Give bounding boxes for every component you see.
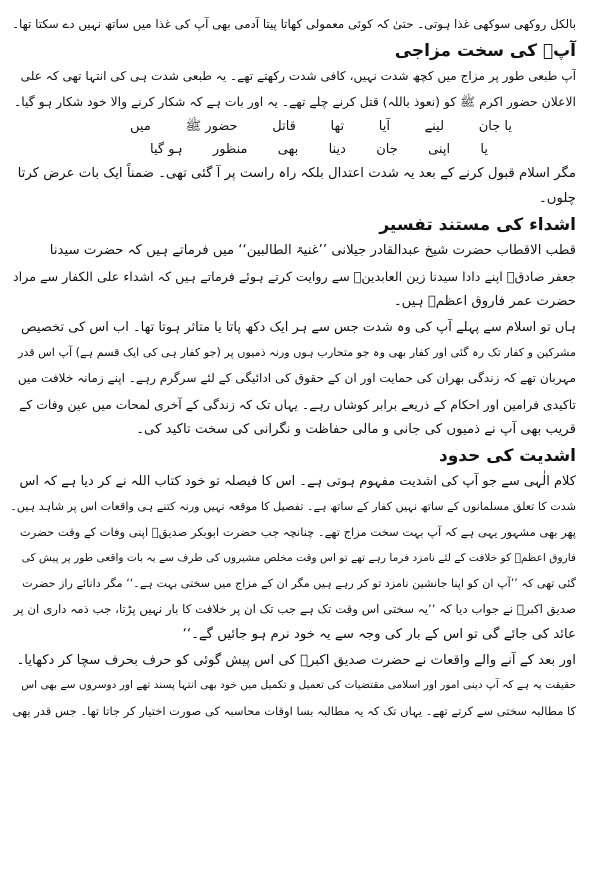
text-line: مہربان تھے کہ زندگی بھران کی حمایت اور ان کے حقوق کی ادائیگی کے لئے سرگرم رہے۔ اپنے زمانہ خلافت میں: [17, 370, 576, 385]
text-line: بالکل روکھی سوکھی غذا ہوتی۔ حتیٰ کہ کوئی معمولی کھاتا پیتا آدمی بھی آپ کی غذا میں ساتھ نہیں دے سکتا تھا۔: [12, 17, 576, 31]
paragraph: [10, 238, 576, 315]
verse-word: حضور ﷺ: [185, 118, 238, 134]
verse-word: یا: [480, 141, 488, 157]
verse-word: میں: [130, 118, 151, 134]
paragraph: [10, 64, 576, 115]
text-line: تاکیدی فرامین اور احکام کے ذریعے برابر کوشاں رہے۔ یہاں تک کہ زندگی کے آخری لمحات میں عین وفات کے: [19, 396, 576, 412]
verse-row: [10, 115, 576, 138]
verse-row: [10, 138, 576, 161]
verse-word: اپنی: [428, 141, 451, 157]
text-line: جعفر صادقؒ اپنے دادا سیدنا زین العابدینؒ سے روایت کرتے ہوئے فرماتے ہیں کہ اشداء علی الکفار سے مراد: [13, 268, 576, 284]
text-line: حضرت عمر فاروق اعظمؓ ہیں۔: [393, 294, 576, 310]
text-line: آپ طبعی طور پر مزاج میں کچھ شدت نہیں، کافی شدت رکھتے تھے۔ یہ طبعی شدت ہی کی انتہا تھی کہ علی: [20, 68, 576, 83]
verse-word: آیا: [378, 118, 390, 134]
paragraph: [10, 315, 576, 443]
text-line: قریب بھی آپ نے ذمیوں کی جانی و مالی حفاظت و نگرانی کی سخت تاکید کی۔: [136, 422, 576, 438]
paragraph: [10, 12, 576, 38]
text-line: قطب الاقطاب حضرت شیخ عبدالقادر جیلانی ’’غنیۃ الطالبین‘‘ میں فرماتے ہیں کہ حضرت سیدنا: [49, 242, 576, 258]
paragraph: [10, 469, 576, 648]
text-line: فاروق اعظمؓ کو خلافت کے لئے نامزد فرما رہے تھے تو اس وقت مخلص مشیروں کی طرف سے یہ بات واقعی طور پر پیش کی: [21, 551, 576, 564]
verse-word: دینا: [328, 141, 346, 157]
text-line: چلوں۔: [538, 191, 576, 207]
verse-word: تھا: [330, 118, 345, 134]
verse-word: یا جان: [478, 118, 512, 134]
verse-word: جان: [376, 141, 398, 157]
section-heading: آپؓ کی سخت مزاجی: [394, 40, 576, 61]
paragraph: [10, 161, 576, 212]
text-line: پھر بھی مشہور یہی ہے کہ آپ بہت سخت مزاج تھے۔ چنانچہ جب حضرت ابوبکر صدیقؓ اپنی وفات کے وقت حضرت: [19, 524, 576, 539]
text-line: ہاں تو اسلام سے پہلے آپ کی وہ شدت جس سے ہر ایک دکھ پاتا یا متاثر ہوتا تھا۔ اب اس کی تخصیص: [20, 319, 576, 335]
text-line: اور بعد کے آنے والے واقعات نے حضرت صدیق اکبرؓ کی اس پیش گوئی کو حرف بحرف سچا کر دکھایا۔: [16, 652, 576, 668]
verse-word: بھی: [277, 141, 299, 157]
verse-word: منظور: [212, 141, 248, 157]
text-line: گئی تھی کہ ’’آپ ان کو اپنا جانشین نامزد تو کر رہے ہیں مگر ان کے مزاج میں سختی بہت ہے۔‘‘ مگر دانائے راز حضرت: [22, 577, 576, 591]
verse-word: ہو گیا: [150, 141, 183, 157]
text-line: الاعلان حضور اکرم ﷺ کو (نعوذ باللہ) قتل کرنے چلے تھے۔ یہ اور بات ہے کہ شکار کرنے والا خود شکار ہو گیا۔: [13, 94, 576, 110]
text-line: شدت کا تعلق مسلمانوں کے ساتھ نہیں کفار کے ساتھ ہے۔ تفصیل کا موقعہ نہیں ورنہ کتنے ہی واقعات اس پر شاہد ہیں۔: [10, 500, 576, 514]
text-line: کلام الٰہی سے جو آپ کی اشدیت مفہوم ہوتی ہے۔ اس کا فیصلہ تو خود کتاب اللہ نے کر دیا ہے کہ اس: [19, 473, 576, 489]
verse-word: قاتل: [272, 118, 296, 134]
text-line: مشرکین و کفار تک رہ گئی اور کفار بھی وہ جو متحارب ہوں ورنہ ذمیوں پر (جو کفار ہی کی ایک قسم ہے) آپ اس قدر: [17, 346, 576, 360]
text-line: حقیقت یہ ہے کہ آپ دینی امور اور اسلامی مقتضیات کی تعمیل و تکمیل میں خود بھی انتہا پسند تھے اور دوسروں سے بھی اس: [21, 679, 576, 692]
section-heading: اشداء کی مستند تفسیر: [379, 214, 576, 235]
paragraph: [10, 648, 576, 725]
text-line: صدیق اکبرؓ نے جواب دیا کہ ’’یہ سختی اس وقت تک ہے جب تک ان پر خلافت کا بار نہیں پڑتا، جب ذمہ داری ان پر: [13, 601, 576, 616]
text-line: کا مطالبہ سختی سے کرتے تھے۔ یہاں تک کہ یہ مطالبہ بسا اوقات محاسبہ کی صورت اختیار کر جاتا تھا۔ جس قدر بھی: [12, 704, 576, 719]
text-line: مگر اسلام قبول کرنے کے بعد یہ شدت اعتدال بلکہ راہ راست پر آ گئی تھی۔ ضمناً ایک بات عرض کرتا: [17, 165, 576, 181]
verse-word: لینے: [424, 118, 445, 134]
section-heading: اشدیت کی حدود: [438, 445, 576, 466]
text-line: عائد کی جائے گی تو اس کے بار کی وجہ سے یہ خود نرم ہو جائیں گے۔‘‘: [182, 627, 576, 643]
